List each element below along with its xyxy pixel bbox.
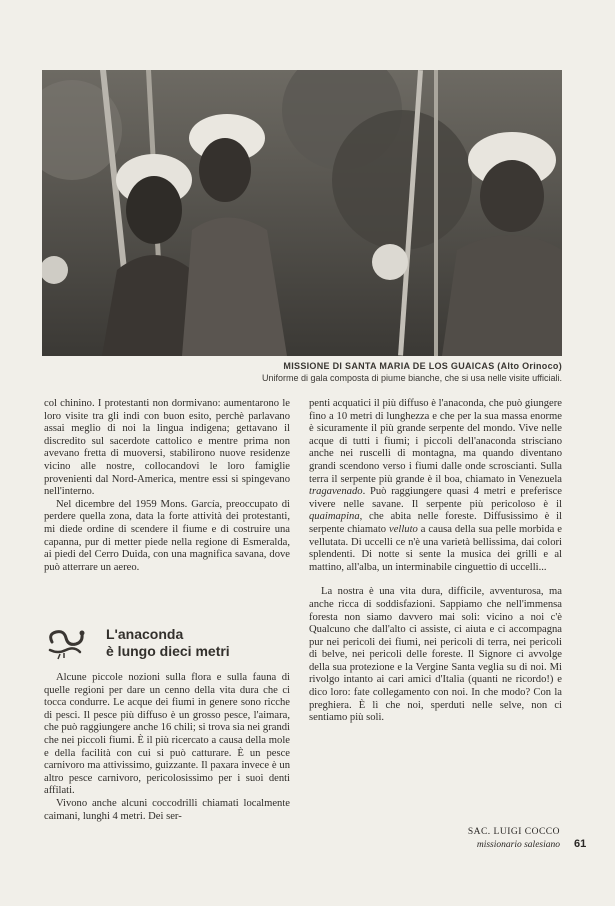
photograph-guaica-indians <box>42 70 562 356</box>
right-column <box>309 398 562 725</box>
section-title-line1: L'anaconda <box>106 626 184 642</box>
italic-term: velluto <box>389 523 418 535</box>
photo-caption <box>200 361 562 384</box>
section-heading <box>44 622 290 664</box>
paragraph: Nel dicembre del 1959 Mons. García, preoccupato di perdere quella zona, data la forte attività dei protestanti, mi diede ordine di scendere il fiume e di costruire una capanna, pur di metter piede nella regione di Esmeralda, ai piedi del Cerro Duida, con una magnifica savana, dove può atterrare un aereo. <box>44 498 290 573</box>
section-title-line2: è lungo dieci metri <box>106 643 230 659</box>
page-number: 61 <box>574 838 587 850</box>
text-run: penti acquatici il più diffuso è l'anaconda, che può giungere fino a 10 metri di lunghezza e che per la sua massa enorme è sicuramente il più grande serpente del mondo. Vive nelle acque di tutti i fiumi; i piccoli dell'anaconda strisciano anche nei ruscelli di montagna, ma quando diventano grandi scendono verso i fiumi dalle onde scroscianti. Sulla terra il serpente più grande è il boa, chiamato in Venezuela <box>309 398 562 485</box>
paragraph: Vivono anche alcuni coccodrilli chiamati localmente caimani, lunghi 4 metri. Dei ser- <box>44 797 290 822</box>
caption-title: MISSIONE DI SANTA MARIA DE LOS GUAICAS (Alto Orinoco) <box>283 361 562 371</box>
photo-illustration <box>42 70 562 356</box>
signature <box>420 826 560 852</box>
paragraph: La nostra è una vita dura, difficile, avventurosa, ma anche ricca di soddisfazioni. Sappiamo che nell'immensa foresta non siamo davvero mai soli: vicino a noi c'è Qualcuno che dall'alto ci assiste, ci aiuta e ci accompagna pur nei pericoli dei fiumi, nei pericoli di terra, nei pericoli di belve, nei pericoli delle foreste. Il Signore ci avvolge della sua protezione e la Vergine Santa veglia su di noi. Mi rivolgo intanto ai cari amici d'Italia (quanti ne ricordo!) e dico loro: fate collegamento con noi. In che modo? Con la preghiera. È lì che noi, sperduti nelle selve, non ci sentiamo più soli. <box>309 586 562 724</box>
anaconda-snake-icon <box>46 624 86 660</box>
paragraph: Alcune piccole nozioni sulla flora e sulla fauna di quelle regioni per dare un cenno della vita dura che ci tocca condurre. Le acque dei fiumi in genere sono ricche di pesci. Il pesce più diffuso è un grosso pesce, l'aimara, che può raggiungere anche 16 chili; si trova sia nei grandi che nei piccoli fiumi. È il più ricercato a causa della mole e della facilità con cui si può catturare. È un pesce carnivoro ma attivissimo, guizzante. Il paxara invece è un altro pesce carnivoro, pericolosissimo per i suoi denti affilati. <box>44 672 290 797</box>
text-run: . Può raggiungere quasi 4 metri e preferisce vivere nelle savane. Il serpente più pericoloso è il <box>309 486 562 510</box>
author-name: SAC. LUIGI COCCO <box>467 827 560 837</box>
paragraph <box>309 398 562 574</box>
caption-subtitle: Uniforme di gala composta di piume bianche, che si usa nelle visite ufficiali. <box>262 372 562 383</box>
italic-term: quaimapina <box>309 511 360 523</box>
left-column-top <box>44 398 290 574</box>
italic-term: tragavenado <box>309 486 363 498</box>
text-run: a causa della sua pelle morbida e vellutata. Di uccelli ce n'è una varietà bellissima, dai colori splendenti. Di notte si sente la musica dei grilli e al mattino, all'alba, un interminabile cinguettio di uccelli... <box>309 523 562 573</box>
author-role: missionario salesiano <box>476 840 560 850</box>
left-column-bottom <box>44 672 290 823</box>
paragraph: col chinino. I protestanti non dormivano: aumentarono le loro visite tra gli indi con buon esito, perchè parlavano assai meglio di noi la lingua indigena; gettavano il discredito sul sacerdote cattolico e mentre prima non avevano fretta di muoversi, stabilirono nuove residenze vicino alle nostre, collocandovi le loro famiglie provenienti dal Nord-America, mentre essi si spingevano nell'interno. <box>44 398 290 498</box>
text-run: , che abita nelle foreste. Diffusissimo è il serpente chiamato <box>309 511 562 535</box>
